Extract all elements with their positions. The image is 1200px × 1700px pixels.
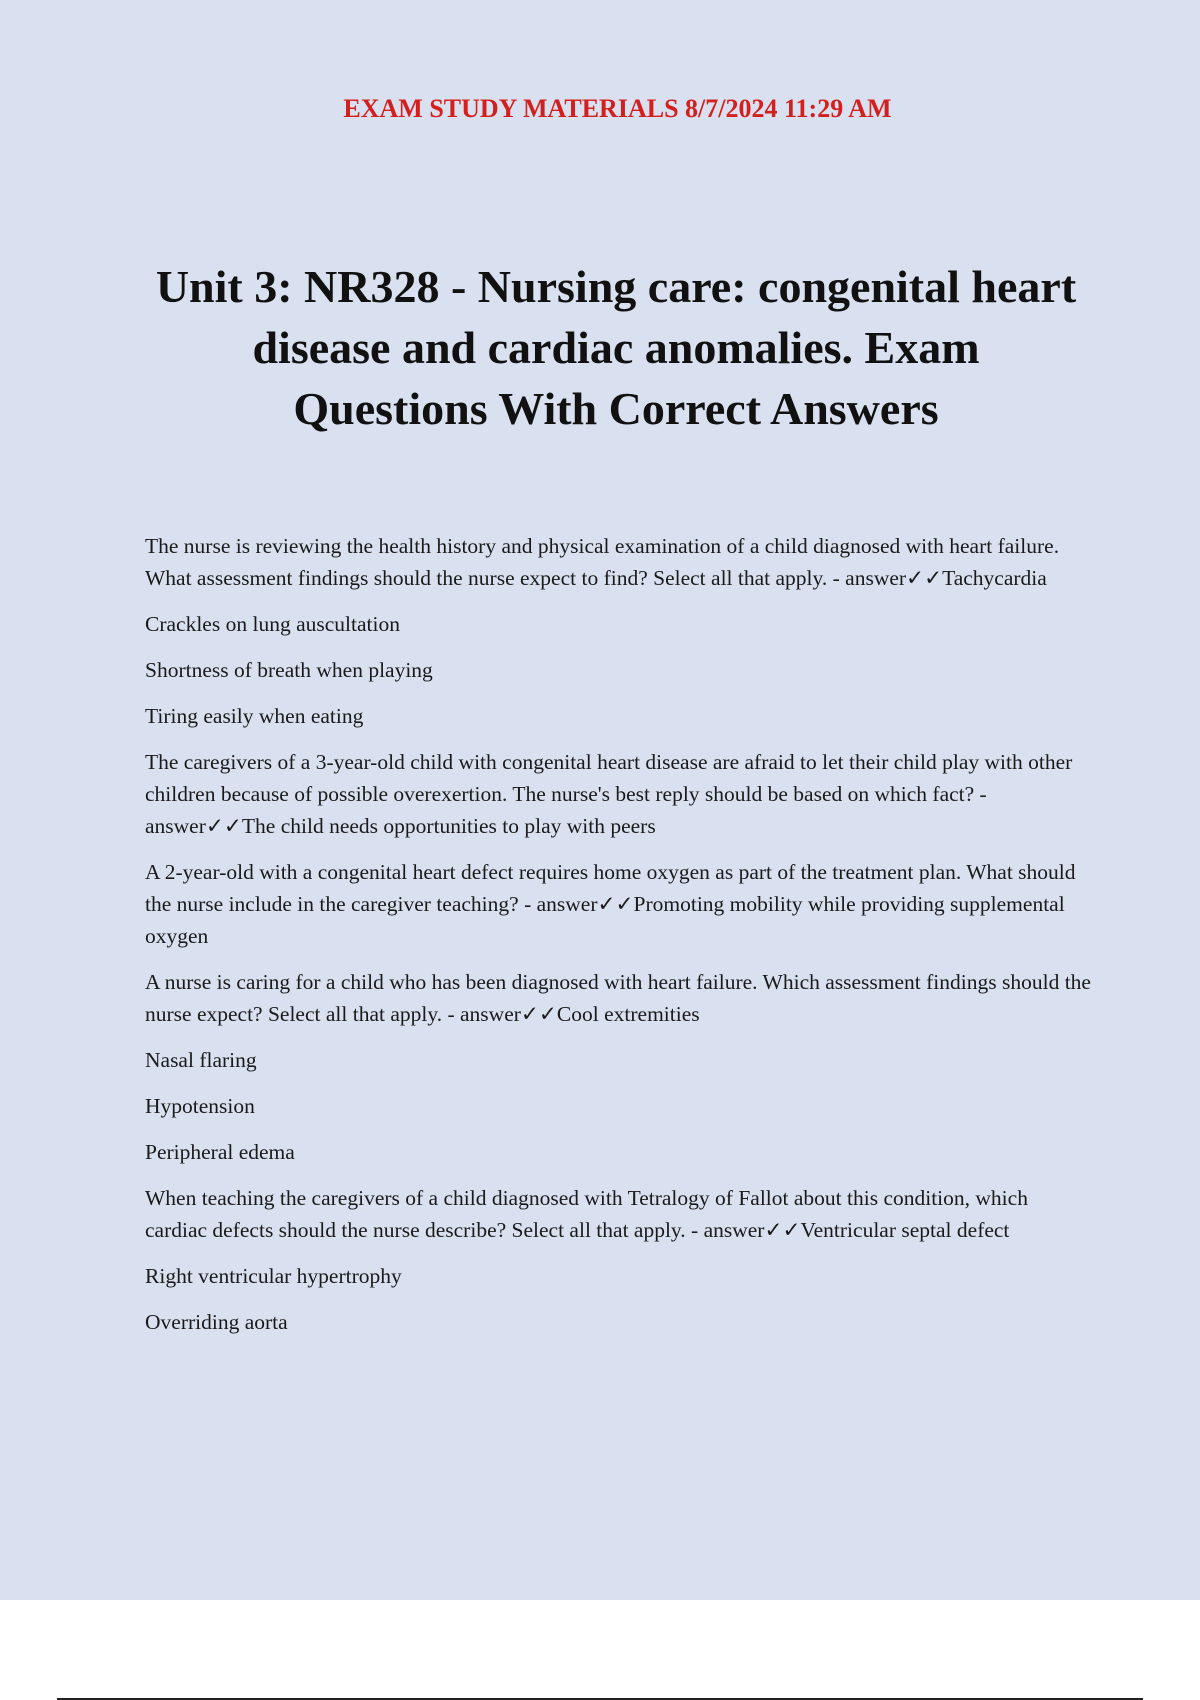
paragraph: The nurse is reviewing the health history and physical examination of a child diagnosed with heart failure. What assessment findings should the nurse expect to find? Select all that apply. - answer✓✓Tachycardia [145, 534, 1060, 590]
document-title: Unit 3: NR328 - Nursing care: congenital heart disease and cardiac anomalies. Exam Questions With Correct Answers [155, 261, 1077, 434]
paragraph: Shortness of breath when playing [145, 658, 433, 682]
paragraph: Peripheral edema [145, 1140, 295, 1164]
paragraph: Nasal flaring [145, 1048, 257, 1072]
paragraph: Hypotension [145, 1094, 255, 1118]
paragraph: Right ventricular hypertrophy [145, 1264, 402, 1288]
document-content [145, 530, 1091, 1352]
paragraph: When teaching the caregivers of a child diagnosed with Tetralogy of Fallot about this condition, which cardiac defects should the nurse describe? Select all that apply. - answer✓✓Ventricular septal defect [145, 1186, 1028, 1242]
paragraph: A 2-year-old with a congenital heart defect requires home oxygen as part of the treatment plan. What should the nurse include in the caregiver teaching? - answer✓✓Promoting mobility while providing supplemental oxygen [145, 860, 1076, 948]
paragraph: The caregivers of a 3-year-old child with congenital heart disease are afraid to let their child play with other children because of possible overexertion. The nurse's best reply should be based on which fact? - answer✓✓The child needs opportunities to play with peers [145, 750, 1073, 838]
paragraph: Crackles on lung auscultation [145, 612, 400, 636]
paragraph: Tiring easily when eating [145, 704, 364, 728]
paragraph: Overriding aorta [145, 1310, 288, 1334]
document-header: EXAM STUDY MATERIALS 8/7/2024 11:29 AM [343, 94, 892, 123]
paragraph: A nurse is caring for a child who has been diagnosed with heart failure. Which assessment findings should the nurse expect? Select all that apply. - answer✓✓Cool extremities [145, 970, 1091, 1026]
